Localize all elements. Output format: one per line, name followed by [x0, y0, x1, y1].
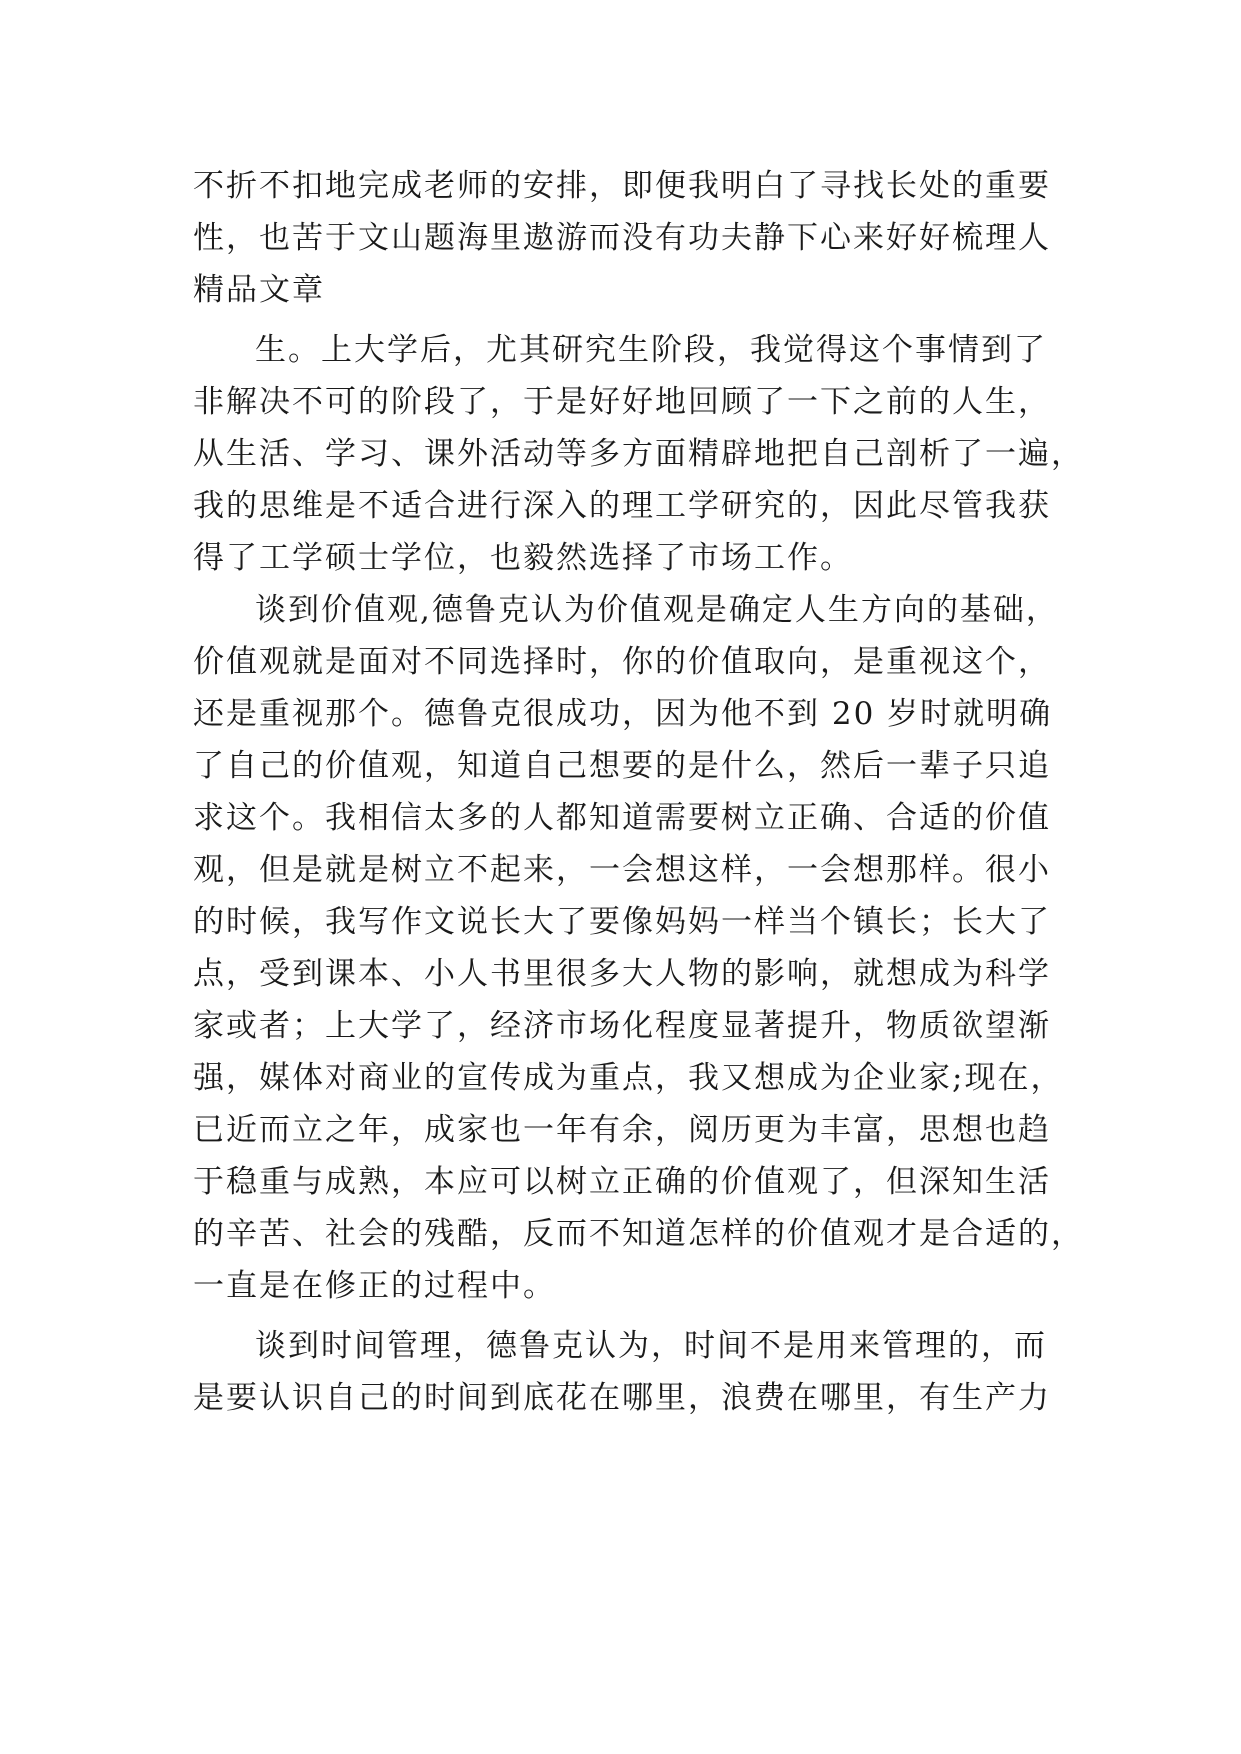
text-line: 得了工学硕士学位，也毅然选择了市场工作。 [193, 540, 853, 576]
text-line: 已近而立之年，成家也一年有余，阅历更为丰富，思想也趋 [193, 1112, 1051, 1148]
text-line: 精品文章 [193, 272, 325, 308]
text-line: 谈到时间管理，德鲁克认为，时间不是用来管理的，而 [255, 1328, 1047, 1364]
text-line: 一直是在修正的过程中。 [193, 1268, 556, 1304]
text-line: 从生活、学习、课外活动等多方面精辟地把自己剖析了一遍， [193, 436, 1084, 472]
text-line: 于稳重与成熟，本应可以树立正确的价值观了，但深知生活 [193, 1164, 1051, 1200]
text-line: 性，也苦于文山题海里遨游而没有功夫静下心来好好梳理人 [193, 220, 1051, 256]
paragraph [193, 1320, 1053, 1424]
document-body [193, 160, 1084, 1424]
text-line: 非解决不可的阶段了，于是好好地回顾了一下之前的人生， [193, 384, 1051, 420]
text-line: 谈到价值观,德鲁克认为价值观是确定人生方向的基础， [255, 592, 1059, 628]
text-line: 价值观就是面对不同选择时，你的价值取向，是重视这个， [193, 644, 1051, 680]
text-line: 家或者；上大学了，经济市场化程度显著提升，物质欲望渐 [193, 1008, 1051, 1044]
text-line: 了自己的价值观，知道自己想要的是什么，然后一辈子只追 [193, 748, 1051, 784]
text-line: 我的思维是不适合进行深入的理工学研究的，因此尽管我获 [193, 488, 1051, 524]
opening-fragment [193, 160, 1053, 316]
text-line: 还是重视那个。德鲁克很成功，因为他不到 20 岁时就明确 [193, 696, 1053, 732]
text-line: 观，但是就是树立不起来，一会想这样，一会想那样。很小 [193, 852, 1051, 888]
text-line: 的时候，我写作文说长大了要像妈妈一样当个镇长；长大了 [193, 904, 1051, 940]
text-line: 是要认识自己的时间到底花在哪里，浪费在哪里，有生产力 [193, 1380, 1051, 1416]
text-line: 强，媒体对商业的宣传成为重点，我又想成为企业家;现在， [193, 1060, 1064, 1096]
text-line: 点，受到课本、小人书里很多大人物的影响，就想成为科学 [193, 956, 1051, 992]
paragraph [193, 324, 1084, 584]
text-line: 求这个。我相信太多的人都知道需要树立正确、合适的价值 [193, 800, 1051, 836]
paragraph [193, 584, 1084, 1312]
text-line: 不折不扣地完成老师的安排，即便我明白了寻找长处的重要 [193, 168, 1051, 204]
paragraph-gap [193, 316, 1053, 324]
text-line: 的辛苦、社会的残酷，反而不知道怎样的价值观才是合适的， [193, 1216, 1084, 1252]
paragraph-gap [193, 1312, 1053, 1320]
text-line: 生。上大学后，尤其研究生阶段，我觉得这个事情到了 [255, 332, 1047, 368]
